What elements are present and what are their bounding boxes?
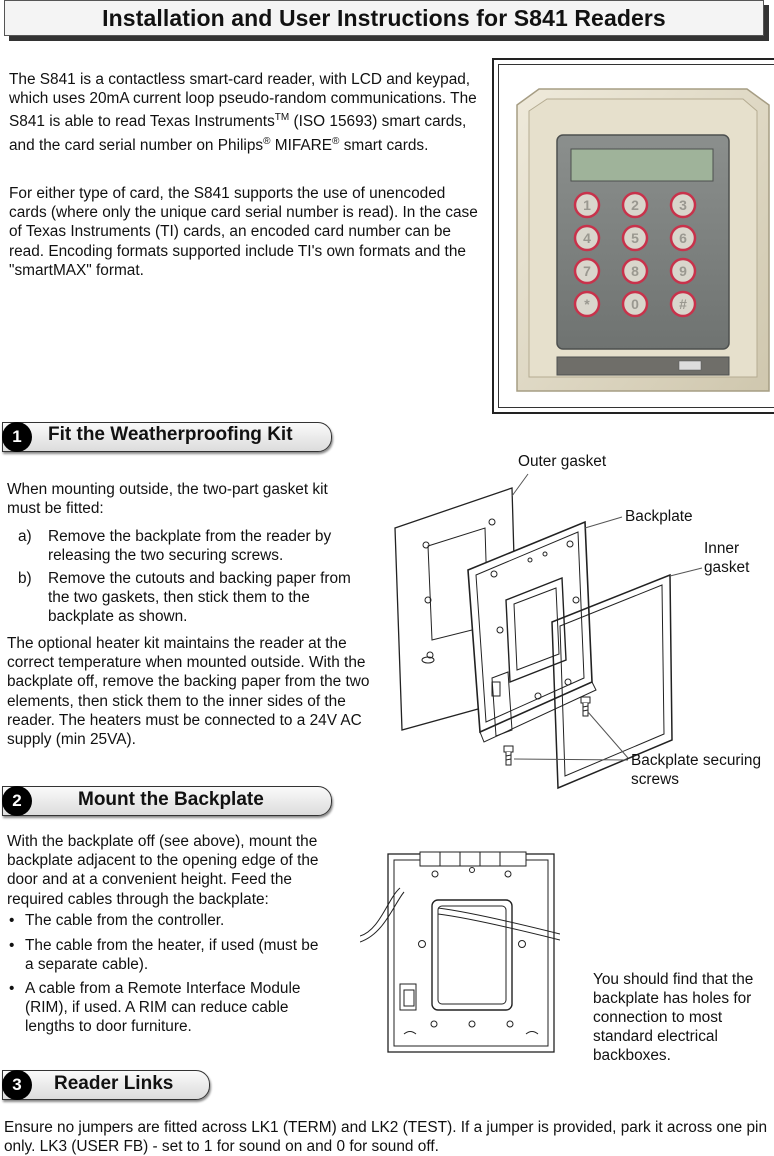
label-outer-gasket: Outer gasket [518, 453, 607, 470]
page-title: Installation and User Instructions for S841 Readers [102, 4, 666, 31]
keypad-key-label: 6 [679, 230, 687, 246]
keypad-key-label: 1 [583, 197, 591, 213]
intro-paragraph-2: For either type of card, the S841 supports the use of unencoded cards (where only the unique card serial number is read). In the case of Texas Instruments (TI) cards, an encoded card number can be read. Encoding formats supported include TI's own formats and the "smartMAX" format. [9, 185, 478, 279]
bullet-icon: • [9, 980, 15, 997]
bullet-icon: • [9, 912, 15, 929]
intro-text-b: . The S841 is able to read Texas Instruments [9, 90, 477, 131]
section-1-number: 1 [2, 422, 32, 452]
heater-note: The optional heater kit maintains the reader at the correct temperature when mounted outside. With the backplate off, remove the backing paper from the two elements, then stick them to the inner sides of the reader. The heaters must be connected to a 24V AC supply (min 25VA). [7, 635, 370, 749]
backbox-note: You should find that the backplate has holes for connection to most standard electrical backboxes. [593, 971, 754, 1064]
section-2-intro: With the backplate off (see above), mount the backplate adjacent to the opening edge of the door and at a convenient height. Feed the required cables through the backplate: [7, 833, 319, 908]
bullet-icon: • [9, 937, 15, 954]
step-b-text: Remove the cutouts and backing paper from the two gaskets, then stick them to the backplate as shown. [48, 570, 351, 626]
section-1-intro: When mounting outside, the two-part gasket kit must be fitted: [7, 481, 328, 518]
keypad-key-label: 3 [679, 197, 687, 213]
keypad-key-label: * [584, 296, 590, 312]
registered-mark: ® [263, 135, 271, 147]
keypad-key-label: 2 [631, 197, 639, 213]
keypad-key-label: 7 [583, 263, 591, 279]
step-a-text: Remove the backplate from the reader by releasing the two securing screws. [48, 528, 332, 565]
title-banner [4, 0, 764, 36]
product-photo [498, 64, 774, 408]
keypad-key-label: # [679, 296, 687, 312]
registered-mark: ® [332, 135, 340, 147]
intro-paragraph-1 [9, 70, 477, 155]
backplate-diagram [360, 848, 560, 1056]
label-backplate: Backplate [625, 508, 693, 525]
gasket-exploded-diagram [380, 450, 772, 795]
section-2-number: 2 [2, 786, 32, 816]
keypad-key-label: 4 [583, 230, 591, 246]
protocol-term: 20mA current loop pseudo-random communications [89, 90, 442, 108]
label-inner-gasket: Inner gasket [704, 540, 750, 576]
keypad-key-label: 9 [679, 263, 687, 279]
label-securing-screws: Backplate securing screws [631, 752, 762, 788]
intro-text-d: MIFARE [270, 136, 333, 154]
reader-illustration [499, 65, 774, 408]
step-b-marker: b) [18, 570, 32, 587]
bullet-item-controller: The cable from the controller. [25, 912, 225, 929]
trademark-mark: TM [274, 112, 290, 124]
section-3-title: Reader Links [54, 1073, 174, 1094]
intro-text-c: (ISO 15693) smart cards, and the card serial number on Philips [9, 113, 467, 154]
reader-links-text: Ensure no jumpers are fitted across LK1 (TERM) and LK2 (TEST). If a jumper is provided, park it across one pin only. LK3 (USER FB) - set to 1 for sound on and 0 for sound off. [4, 1119, 768, 1156]
keypad-key-label: 0 [631, 296, 639, 312]
section-3-number: 3 [2, 1070, 32, 1100]
keypad-key-label: 8 [631, 263, 639, 279]
bullet-item-rim: A cable from a Remote Interface Module (RIM), if used. A RIM can reduce cable lengths to door furniture. [25, 980, 301, 1036]
section-2-title: Mount the Backplate [78, 789, 264, 810]
step-a-marker: a) [18, 528, 32, 545]
intro-text-a: The S841 is a contactless smart-card reader, with LCD and keypad, which uses [9, 71, 471, 108]
bullet-item-heater: The cable from the heater, if used (must be a separate cable). [25, 937, 319, 974]
intro-text-e: smart cards. [339, 136, 429, 154]
screw-icon [504, 746, 513, 765]
keypad-key-label: 5 [631, 230, 639, 246]
section-1-title: Fit the Weatherproofing Kit [48, 424, 293, 445]
